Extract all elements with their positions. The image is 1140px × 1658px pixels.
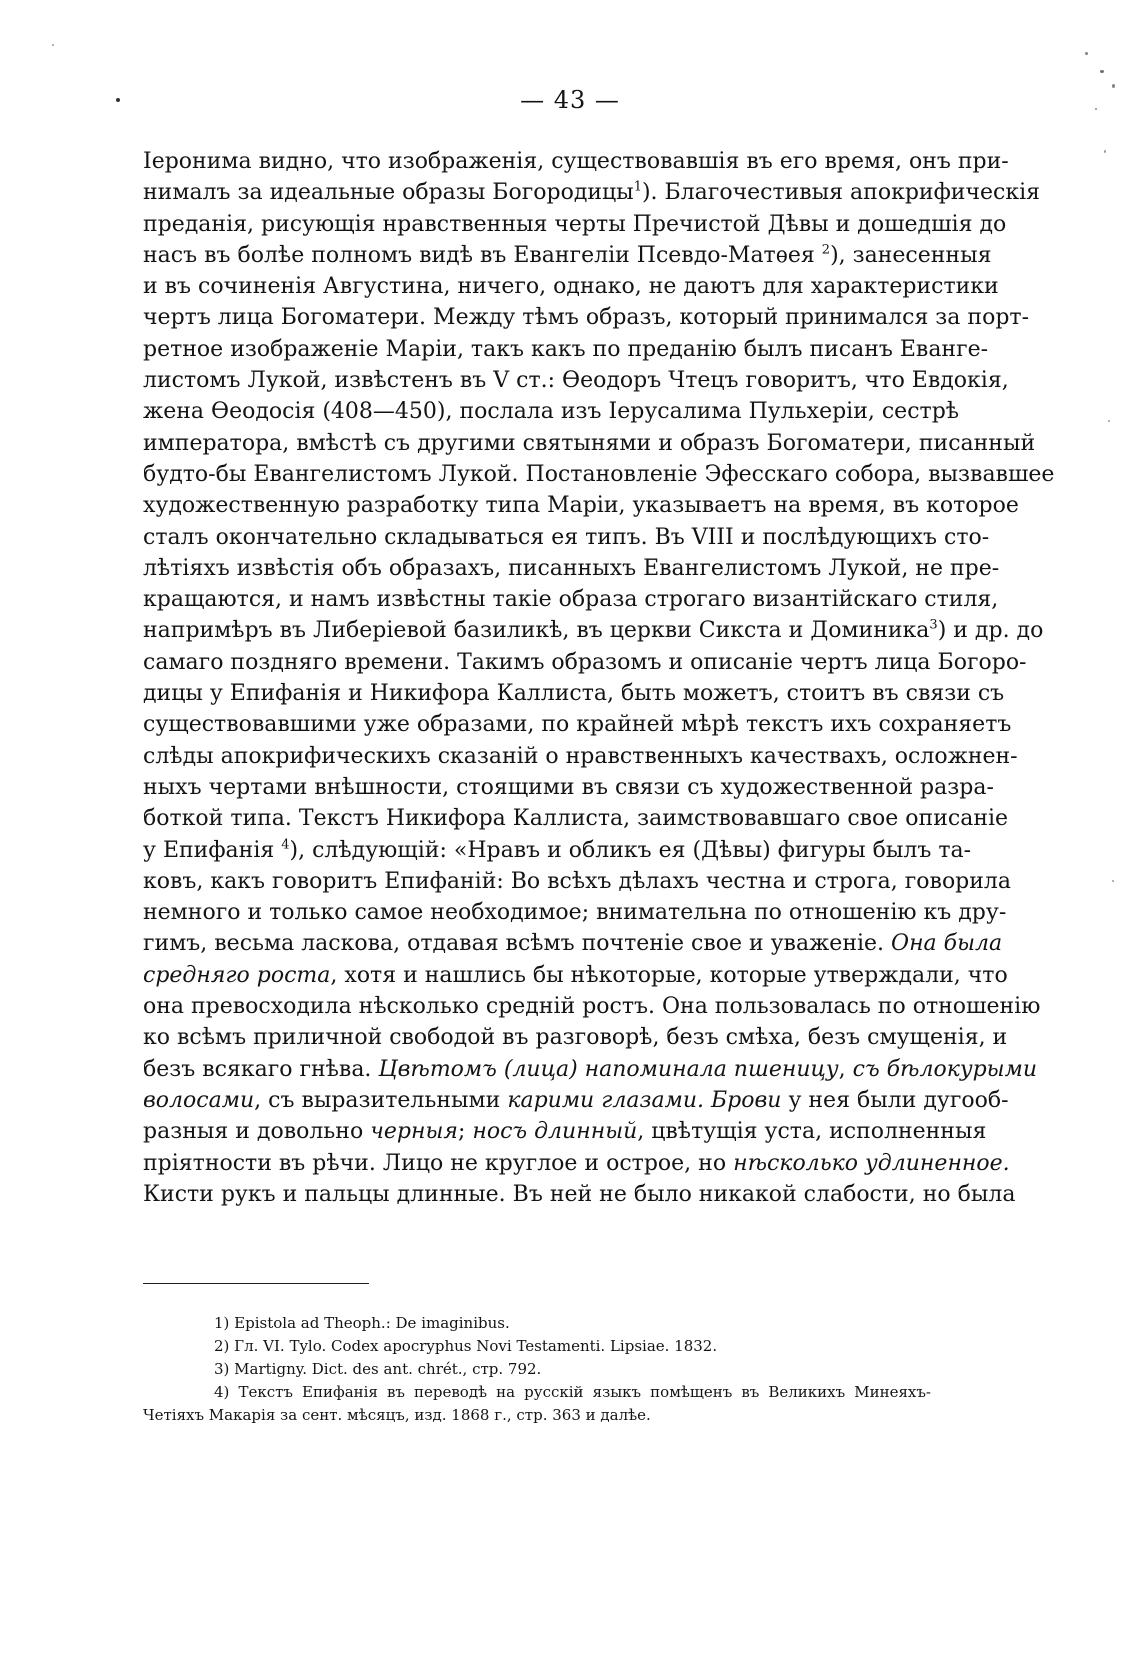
italic-phrase: средняго роста [143, 962, 331, 988]
text-line: сталъ окончательно складываться ея типъ. Въ VIII и послѣдующихъ сто- [143, 524, 990, 550]
text-line: немного и только самое необходимое; внимательна по отношенію къ дру- [143, 900, 1007, 926]
scan-speck [1108, 420, 1110, 422]
scan-speck [52, 44, 54, 46]
italic-phrase: напоминала пшеницу [584, 1056, 839, 1082]
text-line: она превосходила нѣсколько средній ростъ. Она пользовалась по отношенію [143, 994, 1041, 1020]
body-text [143, 146, 1055, 1210]
text-line: Кисти рукъ и пальцы длинные. Въ ней не было никакой слабости, но была [143, 1181, 1016, 1207]
scan-speck [1095, 108, 1097, 110]
text-line: у Епифанія $^4$), слѣдующій: «Нравъ и обликъ ея (Дѣвы) фигуры былъ та- [143, 837, 972, 863]
scan-speck [1112, 84, 1115, 88]
text-line: ретное изображеніе Маріи, такъ какъ по преданію былъ писанъ Еванге- [143, 336, 989, 362]
italic-phrase: нѣсколько удлиненное. [733, 1150, 1010, 1176]
text-line: разныя и довольно черныя; носъ длинный, цвѣтущія уста, исполненныя [143, 1119, 987, 1145]
text-line: пріятности въ рѣчи. Лицо не круглое и острое, но нѣсколько удлиненное. [143, 1150, 1010, 1176]
text-line: нималъ за идеальные образы Богородицы$^1$). Благочестивыя апокрифическія [143, 179, 1041, 206]
text-line: лѣтіяхъ извѣстія объ образахъ, писанныхъ Евангелистомъ Лукой, не пре- [143, 555, 1000, 581]
footnotes [143, 1312, 931, 1427]
footnote-ref: 3 [929, 618, 938, 634]
text-line: и въ сочиненія Августина, ничего, однако, не даютъ для характеристики [143, 274, 999, 300]
footnote-ref: 4 [281, 837, 290, 853]
text-line: существовавшими уже образами, по крайней мѣрѣ текстъ ихъ сохраняетъ [143, 712, 1012, 738]
italic-phrase: съ бѣлокурыми [852, 1056, 1038, 1082]
text-line: боткой типа. Текстъ Никифора Каллиста, заимствовавшаго свое описаніе [143, 806, 1009, 832]
footnote: 4) Текстъ Епифанія въ переводѣ на русскій языкъ помѣщенъ въ Великихъ Минеяхъ- [214, 1383, 931, 1401]
footnote-ref: 2 [821, 242, 831, 258]
scan-speck [1100, 70, 1104, 73]
scan-speck [1085, 52, 1088, 55]
text-line: средняго роста, хотя и нашлись бы нѣкоторые, которые утверждали, что [143, 962, 1008, 988]
text-line: преданія, рисующія нравственныя черты Пречистой Дѣвы и дошедшія до [143, 211, 1007, 237]
italic-phrase: волосами [143, 1087, 255, 1113]
text-line: самаго поздняго времени. Такимъ образомъ и описаніе чертъ лица Богоро- [143, 649, 1027, 675]
text-line: художественную разработку типа Маріи, указываетъ на время, въ которое [143, 493, 1019, 519]
italic-phrase: (лица) [503, 1056, 578, 1082]
scan-speck [1104, 150, 1106, 153]
italic-phrase: носъ длинный [472, 1119, 638, 1145]
text-line: будто-бы Евангелистомъ Лукой. Постановленіе Эфесскаго собора, вызвавшее [143, 461, 1055, 487]
italic-phrase: черныя [370, 1119, 458, 1145]
text-line: кращаются, и намъ извѣстны такіе образа строгаго византійскаго стиля, [143, 587, 999, 613]
footnote-divider [143, 1283, 369, 1284]
italic-phrase: Цвѣтомъ [378, 1056, 497, 1082]
text-line: насъ въ болѣе полномъ видѣ въ Евангеліи Псевдо-Матѳея $^2$), занесенныя [143, 242, 992, 268]
text-line: листомъ Лукой, извѣстенъ въ V ст.: Ѳеодоръ Чтецъ говоритъ, что Евдокія, [143, 368, 1009, 394]
text-line: чертъ лица Богоматери. Между тѣмъ образъ, который принимался за порт- [143, 305, 1030, 331]
italic-phrase: Она была [891, 931, 1003, 957]
text-line: ковъ, какъ говоритъ Епифаній: Во всѣхъ дѣлахъ честна и строга, говорила [143, 868, 1012, 894]
text-line: Іеронима видно, что изображенія, существовавшія въ его время, онъ при- [143, 149, 1009, 174]
text-line: жена Ѳеодосія (408—450), послала изъ Іерусалима Пульхеріи, сестрѣ [143, 399, 960, 425]
scan-speck [116, 98, 120, 102]
text-line: ныхъ чертами внѣшности, стоящими въ связи съ художественной разра- [143, 774, 994, 800]
footnote-ref: 1 [633, 179, 642, 195]
footnote: 2) Гл. VI. Tylo. Codex apocryphus Novi Testamenti. Lipsiae. 1832. [214, 1337, 718, 1355]
text-line: безъ всякаго гнѣва. Цвѣтомъ (лица) напоминала пшеницу, съ бѣлокурыми [143, 1056, 1038, 1082]
footnote: 3) Martigny. Dict. des ant. chrét., стр. 792. [214, 1360, 542, 1378]
text-line: ко всѣмъ приличной свободой въ разговорѣ, безъ смѣха, безъ смущенія, и [143, 1025, 1008, 1051]
scan-speck [1112, 880, 1114, 882]
text-line: напримѣръ въ Либеріевой базиликѣ, въ церкви Сикста и Доминика$^3$) и др. до [143, 618, 1044, 644]
text-line: волосами, съ выразительными карими глазами. Брови у нея были дугооб- [143, 1087, 1009, 1113]
footnote: 1) Epistola ad Theoph.: De imaginibus. [214, 1314, 510, 1332]
page-number: — 43 — [520, 86, 620, 114]
text-line: дицы у Епифанія и Никифора Каллиста, быть можетъ, стоитъ въ связи съ [143, 681, 1005, 707]
italic-phrase: карими глазами. Брови [507, 1087, 782, 1113]
footnote-continuation: Четіяхъ Макарія за сент. мѣсяцъ, изд. 1868 г., стр. 363 и далѣе. [143, 1406, 651, 1424]
text-line: гимъ, весьма ласкова, отдавая всѣмъ почтеніе свое и уваженіе. Она была [143, 931, 1003, 957]
text-line: слѣды апокрифическихъ сказаній о нравственныхъ качествахъ, осложнен- [143, 743, 1018, 769]
text-line: императора, вмѣстѣ съ другими святынями и образъ Богоматери, писанный [143, 430, 1036, 456]
